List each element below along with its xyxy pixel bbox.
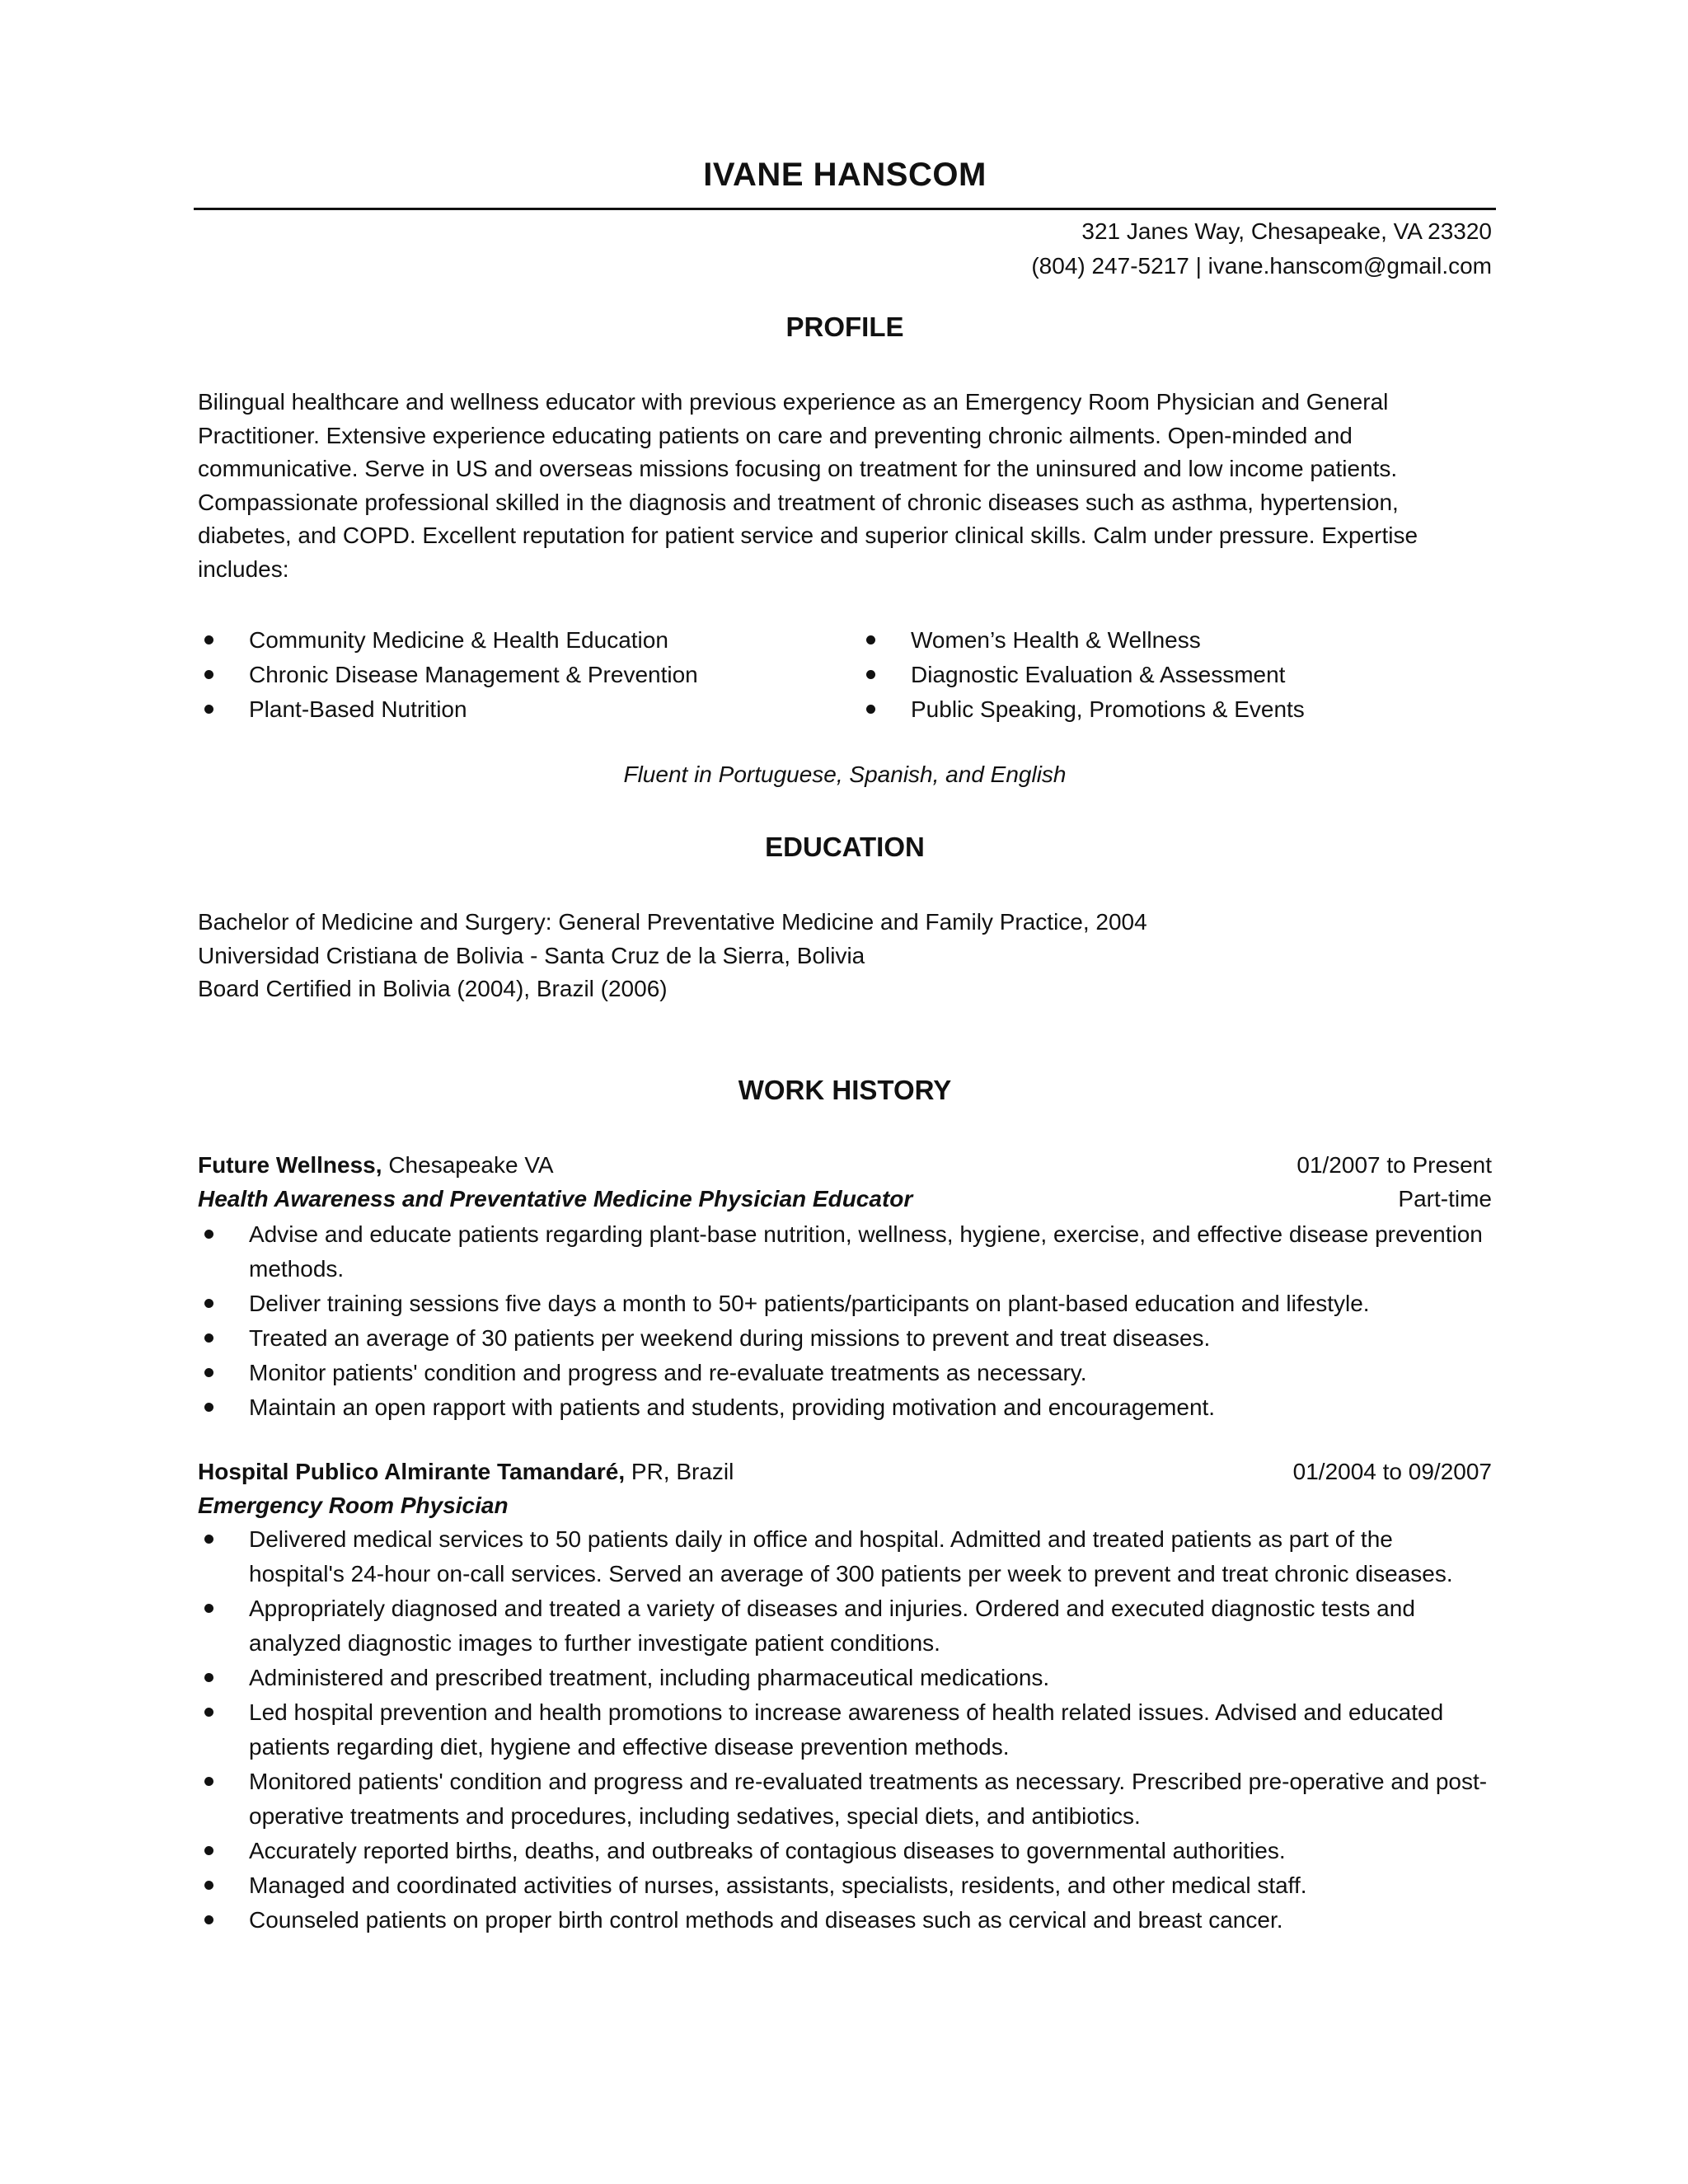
skill-item: Chronic Disease Management & Prevention	[249, 658, 698, 692]
degree-line: Bachelor of Medicine and Surgery: General Preventative Medicine and Family Practice, 2004	[198, 909, 1147, 935]
company-location: PR, Brazil	[625, 1459, 734, 1484]
job-bullet: Counseled patients on proper birth control methods and diseases such as cervical and breast cancer.	[249, 1903, 1492, 1938]
company-name: Hospital Publico Almirante Tamandaré,	[198, 1459, 626, 1484]
languages-line: Fluent in Portuguese, Spanish, and English	[623, 762, 1067, 787]
education-block	[198, 906, 1147, 1006]
job-bullet: Monitor patients' condition and progress and re-evaluate treatments as necessary.	[249, 1356, 1492, 1390]
skill-item: Community Medicine & Health Education	[249, 623, 698, 658]
phone-email: (804) 247-5217 | ivane.hanscom@gmail.com	[1031, 253, 1492, 279]
job-bullet: Managed and coordinated activities of nurses, assistants, specialists, residents, and other medical staff.	[249, 1868, 1492, 1903]
university-line: Universidad Cristiana de Bolivia - Santa Cruz de la Sierra, Bolivia	[198, 942, 865, 968]
education-heading: EDUCATION	[765, 832, 925, 862]
work-history-heading: WORK HISTORY	[738, 1075, 952, 1105]
skill-item: Women’s Health & Wellness	[911, 623, 1305, 658]
skills-left-column	[249, 623, 698, 727]
job-bullets	[249, 1217, 1492, 1425]
job-bullet: Delivered medical services to 50 patients daily in office and hospital. Admitted and treated patients as part of the hospital's 24-hour on-call services. Served an average of 300 patients per week to prevent and treat chronic diseases.	[249, 1522, 1492, 1591]
profile-summary: Bilingual healthcare and wellness educator with previous experience as an Emergency Room Physician and General Practitioner. Extensive experience educating patients on care and preventing chronic ailments. Open-minded and communicative. Serve in US and overseas missions focusing on treatment for the uninsured and low income patients. Compassionate professional skilled in the diagnosis and treatment of chronic diseases such as asthma, hypertension, diabetes, and COPD. Excellent reputation for patient service and superior clinical skills. Calm under pressure. Expertise includes:	[198, 389, 1418, 582]
address: 321 Janes Way, Chesapeake, VA 23320	[1081, 218, 1492, 244]
job-bullets	[249, 1522, 1492, 1938]
job-bullet: Monitored patients' condition and progress and re-evaluated treatments as necessary. Prescribed pre-operative and post-operative treatments and procedures, including sedatives, special diets, and antibiotics.	[249, 1765, 1492, 1834]
job-bullet: Advise and educate patients regarding plant-base nutrition, wellness, hygiene, exercise, and effective disease prevention methods.	[249, 1217, 1492, 1286]
job-title: Health Awareness and Preventative Medicine Physician Educator	[198, 1185, 913, 1212]
company-location: Chesapeake VA	[382, 1152, 554, 1178]
job-header	[198, 1455, 1492, 1522]
job-bullet: Led hospital prevention and health promotions to increase awareness of health related issues. Advised and educated patients regarding diet, hygiene and effective disease prevention methods.	[249, 1695, 1492, 1765]
job-header	[198, 1149, 1492, 1216]
job-type: Part-time	[1398, 1185, 1492, 1212]
contact-block	[1031, 214, 1492, 284]
job-bullet: Maintain an open rapport with patients and students, providing motivation and encouragement.	[249, 1390, 1492, 1425]
job-bullet: Treated an average of 30 patients per weekend during missions to prevent and treat diseases.	[249, 1321, 1492, 1356]
skills-right-column	[911, 623, 1305, 727]
certification-line: Board Certified in Bolivia (2004), Brazil (2006)	[198, 976, 668, 1001]
job-bullet: Deliver training sessions five days a month to 50+ patients/participants on plant-based education and lifestyle.	[249, 1286, 1492, 1321]
skill-item: Public Speaking, Promotions & Events	[911, 692, 1305, 727]
job-dates: 01/2007 to Present	[1296, 1152, 1492, 1178]
job-bullet: Accurately reported births, deaths, and outbreaks of contagious diseases to governmental authorities.	[249, 1834, 1492, 1868]
company-name: Future Wellness,	[198, 1152, 382, 1178]
skill-item: Plant-Based Nutrition	[249, 692, 698, 727]
profile-heading: PROFILE	[785, 312, 904, 342]
skill-item: Diagnostic Evaluation & Assessment	[911, 658, 1305, 692]
candidate-name: IVANE HANSCOM	[703, 157, 987, 193]
header-divider	[194, 208, 1496, 210]
job-bullet: Administered and prescribed treatment, including pharmaceutical medications.	[249, 1661, 1492, 1695]
job-dates: 01/2004 to 09/2007	[1292, 1459, 1492, 1484]
job-title: Emergency Room Physician	[198, 1492, 509, 1518]
job-bullet: Appropriately diagnosed and treated a variety of diseases and injuries. Ordered and executed diagnostic tests and analyzed diagnostic images to further investigate patient conditions.	[249, 1591, 1492, 1661]
